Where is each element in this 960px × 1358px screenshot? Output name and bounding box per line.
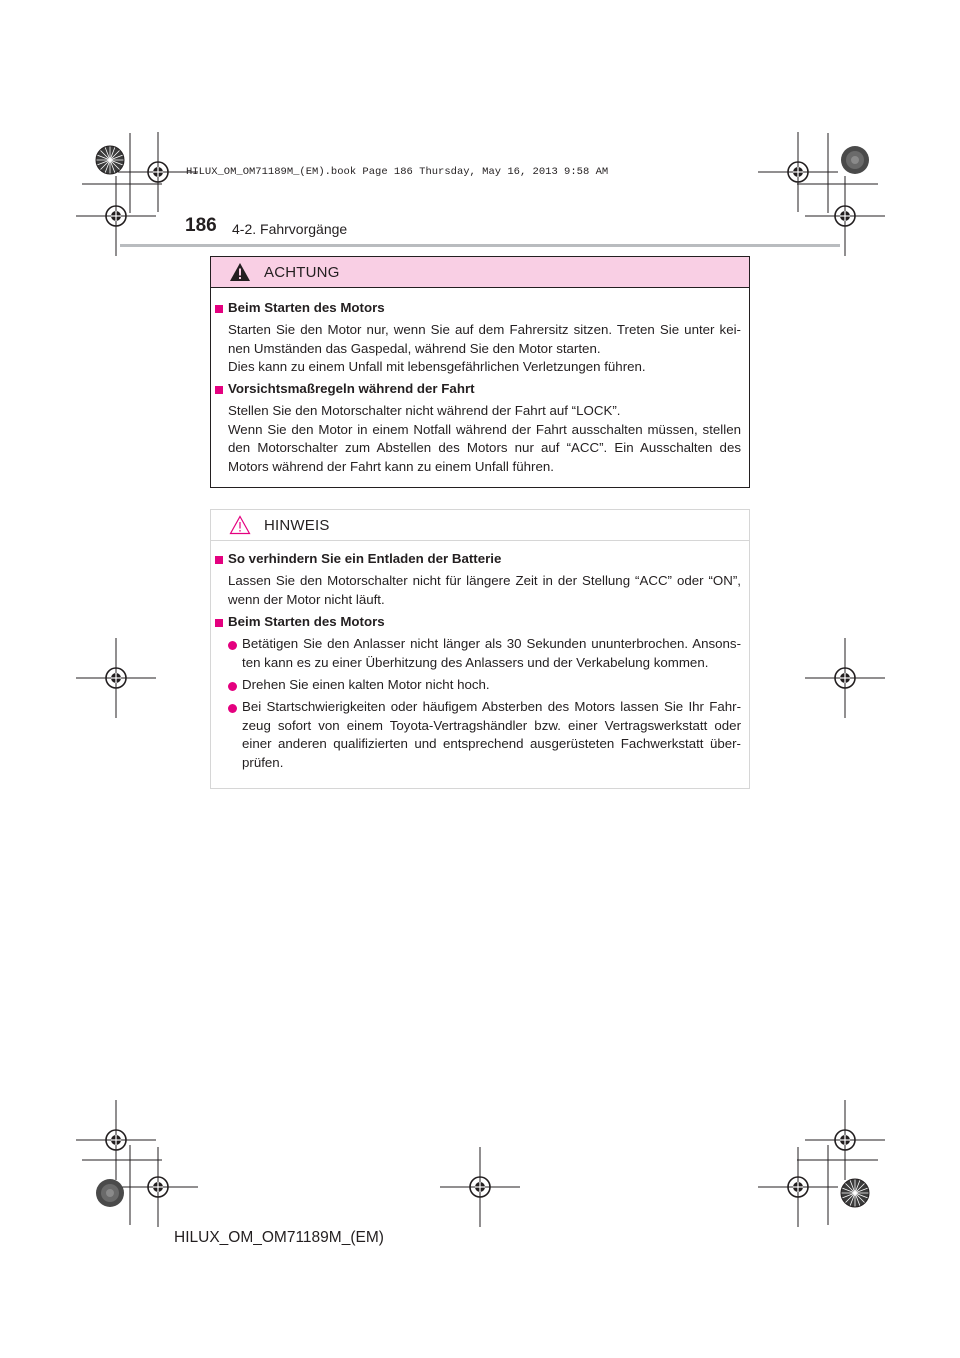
color-wheel-icon bbox=[96, 146, 124, 174]
page-number: 186 bbox=[185, 215, 217, 236]
registration-mark-icon bbox=[805, 1100, 885, 1180]
hinweis-bullet-text: einer anderen qualifizierten und entsprechend ausgerüsteten Fachwerkstatt über- bbox=[242, 736, 741, 751]
hinweis-box bbox=[210, 509, 750, 789]
warning-triangle-icon bbox=[229, 262, 251, 282]
hinweis-bullet-text: prüfen. bbox=[242, 754, 284, 770]
registration-mark-icon bbox=[758, 1147, 838, 1227]
achtung-box bbox=[210, 256, 750, 488]
footer-book-code: HILUX_OM_OM71189M_(EM) bbox=[174, 1229, 384, 1246]
achtung-text: Stellen Sie den Motorschalter nicht während der Fahrt auf “LOCK”. bbox=[228, 403, 621, 418]
section-title: 4-2. Fahrvorgänge bbox=[232, 221, 348, 237]
achtung-title: ACHTUNG bbox=[264, 263, 340, 281]
achtung-text: den Motorschalter zum Abstellen des Motors nur auf “ACC”. Ein Ausschalten des bbox=[228, 440, 741, 455]
registration-mark-icon bbox=[805, 638, 885, 718]
color-wheel-icon bbox=[96, 1179, 124, 1207]
hinweis-title: HINWEIS bbox=[264, 516, 330, 534]
hinweis-text: wenn der Motor nicht läuft. bbox=[228, 591, 385, 607]
hinweis-heading: So verhindern Sie ein Entladen der Batterie bbox=[228, 551, 502, 566]
achtung-text: Starten Sie den Motor nur, wenn Sie auf dem Fahrersitz sitzen. Treten Sie unter kei- bbox=[228, 322, 741, 337]
hinweis-bullet-text: Betätigen Sie den Anlasser nicht länger als 30 Sekunden ununterbrochen. Ansons- bbox=[242, 636, 741, 651]
hinweis-bullet-text: zeug sofort von einem Toyota-Vertragshändler bzw. einer Vertragswerkstatt oder bbox=[242, 717, 741, 733]
achtung-header bbox=[211, 257, 749, 288]
achtung-heading: Vorsichtsmaßregeln während der Fahrt bbox=[228, 381, 475, 396]
hinweis-bullet-text: ten kann es zu einer Überhitzung des Anlassers und der Verkabelung kommen. bbox=[242, 654, 709, 670]
achtung-text: Wenn Sie den Motor in einem Notfall während der Fahrt ausschalten müssen, stellen bbox=[228, 421, 741, 437]
registration-mark-icon bbox=[758, 132, 838, 212]
round-bullet-icon bbox=[228, 704, 237, 713]
color-wheel-icon bbox=[841, 146, 869, 174]
hinweis-heading: Beim Starten des Motors bbox=[228, 614, 385, 629]
achtung-text: Dies kann zu einem Unfall mit lebensgefährlichen Verletzungen führen. bbox=[228, 359, 646, 374]
square-bullet-icon bbox=[215, 305, 223, 313]
hinweis-bullet-text: Drehen Sie einen kalten Motor nicht hoch. bbox=[242, 677, 490, 692]
hinweis-header bbox=[211, 510, 749, 541]
round-bullet-icon bbox=[228, 641, 237, 650]
color-wheel-icon bbox=[841, 1179, 869, 1207]
registration-mark-icon bbox=[76, 1100, 156, 1180]
achtung-text: nen Umständen das Gaspedal, während Sie den Motor starten. bbox=[228, 340, 601, 356]
registration-mark-icon bbox=[440, 1147, 520, 1227]
warning-triangle-outline-icon bbox=[229, 515, 251, 535]
header-rule bbox=[120, 244, 840, 247]
round-bullet-icon bbox=[228, 682, 237, 691]
registration-mark-icon bbox=[76, 638, 156, 718]
square-bullet-icon bbox=[215, 386, 223, 394]
achtung-heading: Beim Starten des Motors bbox=[228, 300, 385, 315]
file-info: HILUX_OM_OM71189M_(EM).book Page 186 Thursday, May 16, 2013 9:58 AM bbox=[186, 166, 609, 178]
hinweis-text: Lassen Sie den Motorschalter nicht für längere Zeit in der Stellung “ACC” oder “ON”, bbox=[228, 573, 741, 588]
achtung-text: Motors während der Fahrt kann zu einem Unfall führen. bbox=[228, 458, 554, 474]
square-bullet-icon bbox=[215, 556, 223, 564]
hinweis-bullet-text: Bei Startschwierigkeiten oder häufigem Absterben des Motors lassen Sie Ihr Fahr- bbox=[242, 699, 741, 714]
square-bullet-icon bbox=[215, 619, 223, 627]
